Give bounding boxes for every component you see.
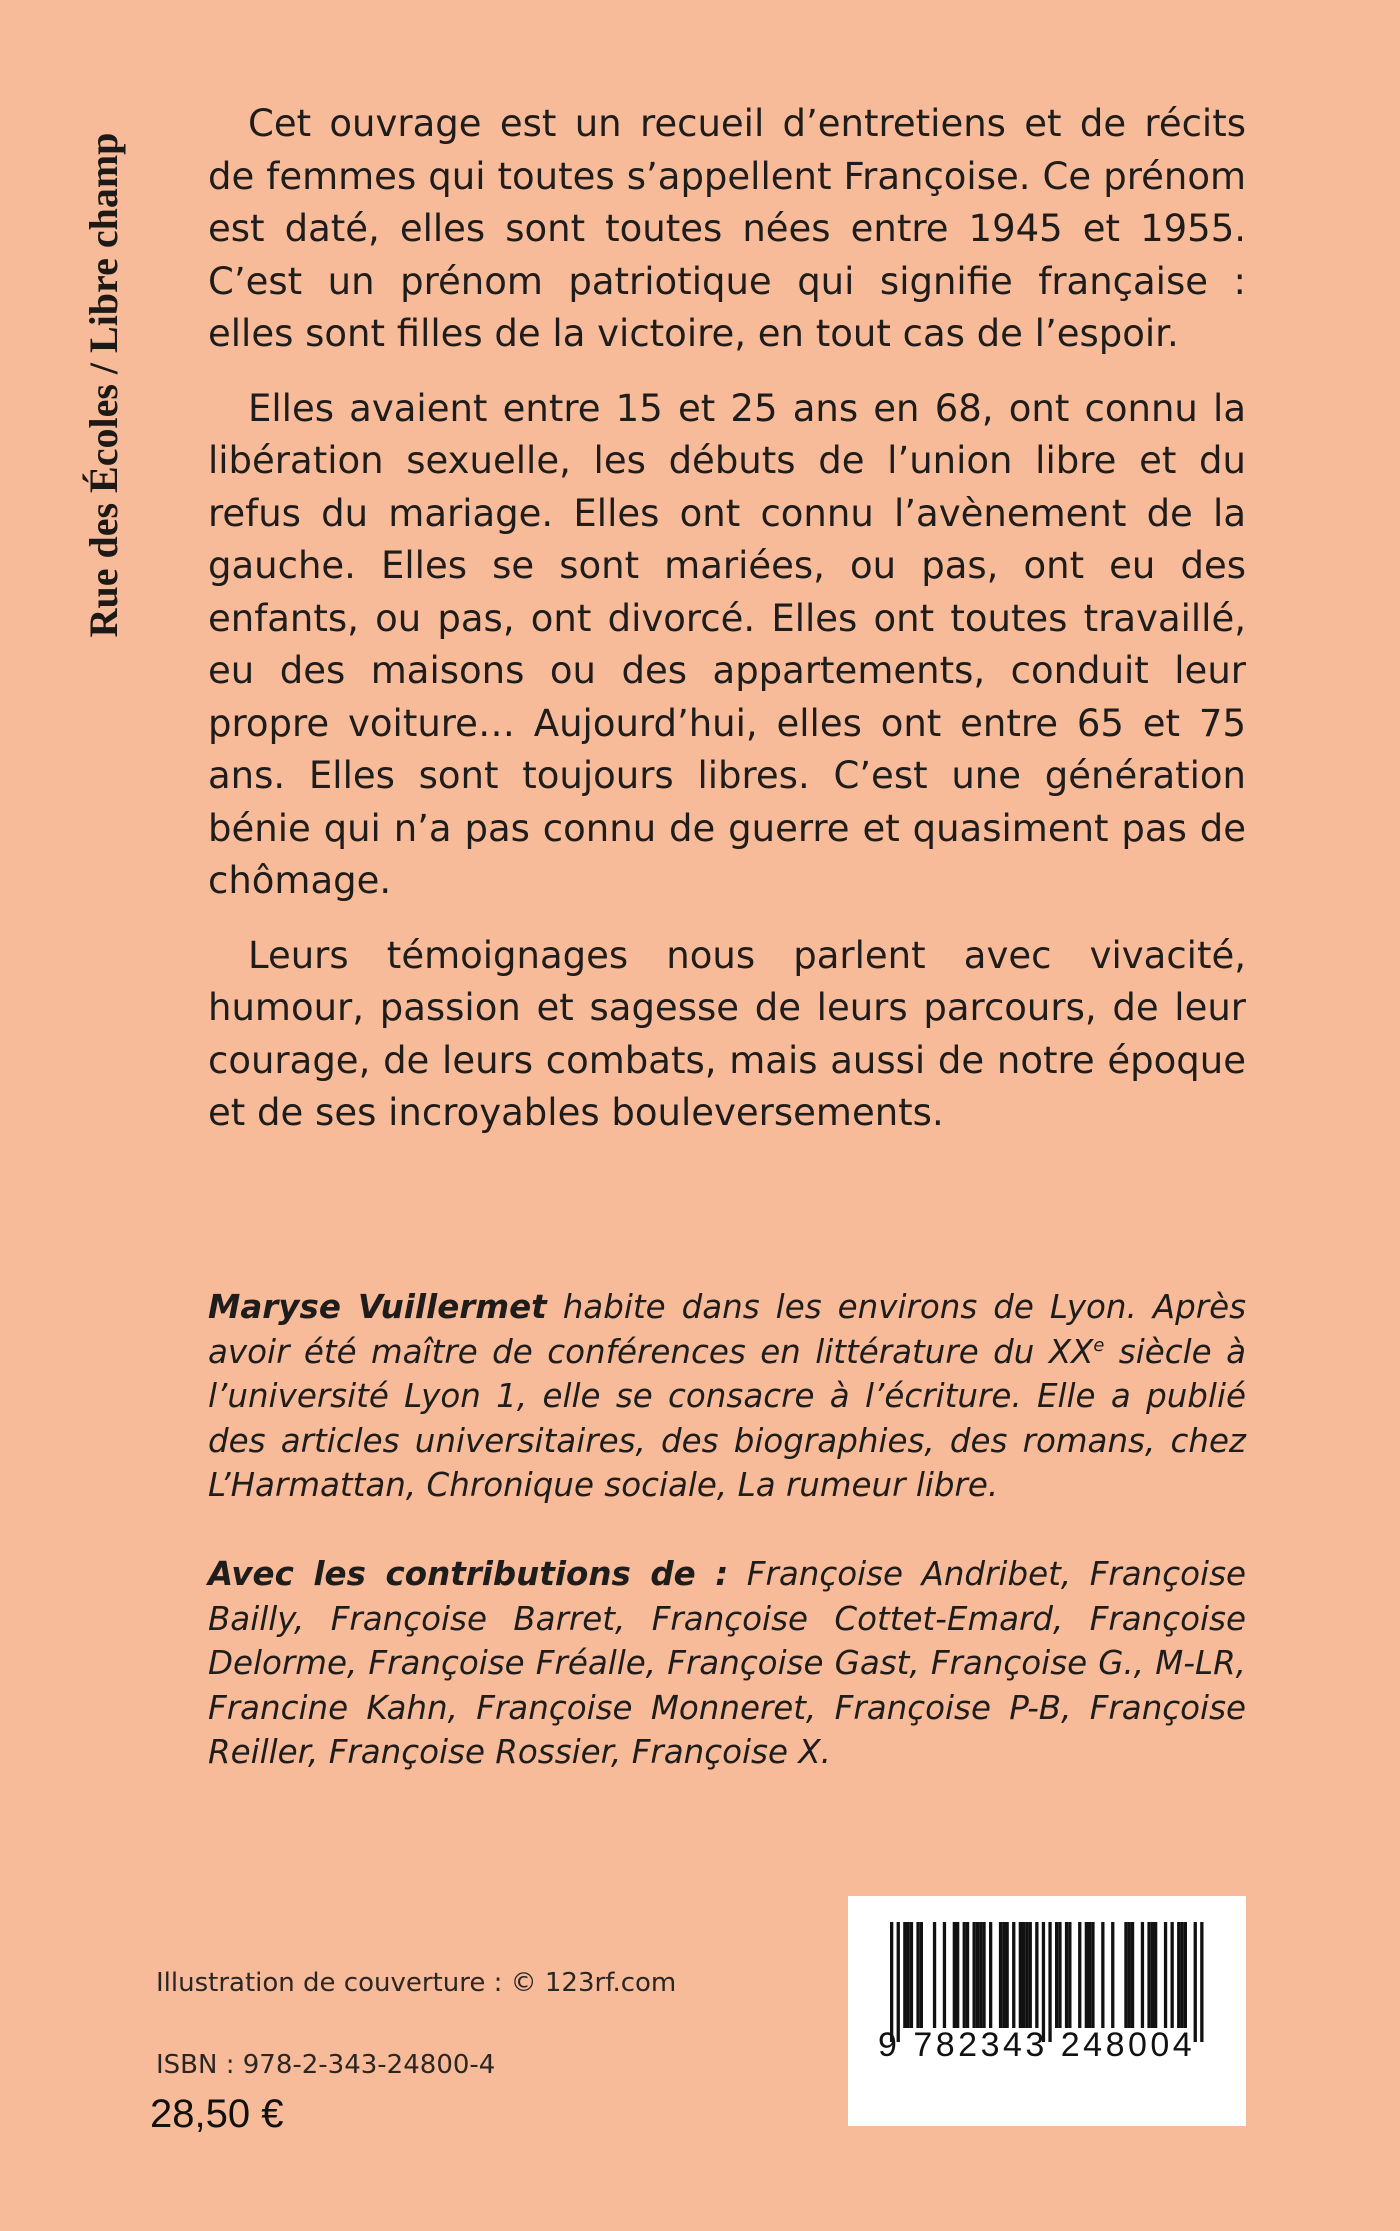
barcode-bar-19 [1002, 1922, 1005, 2028]
contributions-names: Françoise Andribet, Françoise Bailly, Françoise Barret, Françoise Cottet-Emard, Françoise Delorme, Françoise Fréalle, Françoise Gast, Françoise G., M-LR, Francine Kahn, Françoise Monneret, Françoise P-B, Françoise Reiller, Françoise Rossier, Françoise X. [208, 1555, 1246, 1771]
barcode-bar-21 [1012, 1922, 1015, 2028]
barcode-bar-51 [1194, 1922, 1197, 2042]
barcode-bar-34 [1085, 1922, 1088, 2028]
barcode-bar-24 [1025, 1922, 1028, 2028]
barcode-bar-48 [1177, 1922, 1180, 2028]
barcode-bar-37 [1101, 1922, 1104, 2028]
bio-text-part-1: habite dans les environs de Lyon. Après avoir été maître de conférences en littérature du XX [208, 1288, 1247, 1371]
barcode-bar-13 [973, 1922, 976, 2028]
barcode-bar-33 [1078, 1922, 1081, 2028]
barcode-bars [848, 1896, 1246, 2126]
barcode-bar-11 [963, 1922, 966, 2028]
barcode-bar-20 [1006, 1922, 1009, 2028]
barcode-bar-43 [1147, 1922, 1150, 2028]
summary-paragraph-2: Elles avaient entre 15 et 25 ans en 68, ont connu la libération sexuelle, les débuts de l’union libre et du refus du mariage. Elles ont connu l’avènement de la gauche. Elles se sont mariées, ou pas, ont eu des enfants, ou pas, ont divorcé. Elles ont toutes travaillé, eu des maisons ou des appartements, conduit leur propre voiture… Aujourd’hui, elles ont entre 65 et 75 ans. Elles sont toujours libres. C’est une génération bénie qui n’a pas connu de guerre et quasiment pas de chômage. [208, 386, 1246, 902]
barcode-bar-30 [1058, 1922, 1061, 2028]
barcode-bar-25 [1029, 1922, 1032, 2028]
barcode-bar-49 [1180, 1922, 1183, 2028]
author-bio-paragraph [208, 1285, 1246, 1508]
barcode-bar-45 [1154, 1922, 1157, 2028]
summary-paragraph-1: Cet ouvrage est un recueil d’entretiens et de récits de femmes qui toutes s’appellent Françoise. Ce prénom est daté, elles sont toutes nées entre 1945 et 1955. C’est un prénom patriotique qui signifie française : elles sont filles de la victoire, en tout cas de l’espoir. [208, 102, 1246, 355]
barcode-bar-35 [1088, 1922, 1091, 2028]
century-superscript: e [1093, 1334, 1105, 1356]
barcode-bar-17 [989, 1922, 992, 2028]
barcode-bar-50 [1184, 1922, 1187, 2028]
barcode-bar-7 [933, 1922, 936, 2028]
spine-title: Rue des Écoles / Libre champ [81, 132, 126, 638]
barcode-bar-52 [1200, 1922, 1203, 2042]
contributions-paragraph [208, 1552, 1246, 1775]
barcode-bar-42 [1141, 1922, 1144, 2028]
isbn: ISBN : 978-2-343-24800-4 [156, 2050, 496, 2080]
barcode-bar-46 [1164, 1922, 1167, 2028]
contributions-label: Avec les contributions de : [208, 1555, 729, 1593]
barcode-bar-39 [1124, 1922, 1127, 2028]
barcode-bar-41 [1131, 1922, 1134, 2028]
barcode-bar-6 [920, 1922, 923, 2028]
barcode-bar-29 [1055, 1922, 1058, 2028]
barcode-bar-9 [953, 1922, 956, 2028]
contributions [208, 1552, 1246, 1775]
barcode-bar-8 [943, 1922, 946, 2028]
barcode-bar-2 [903, 1922, 906, 2028]
barcode-bar-32 [1068, 1922, 1071, 2028]
barcode-bar-27 [1042, 1922, 1045, 2042]
barcode-bar-3 [907, 1922, 910, 2028]
barcode [848, 1896, 1246, 2126]
barcode-bar-38 [1111, 1922, 1114, 2028]
barcode-bar-14 [976, 1922, 979, 2028]
barcode-bar-0 [890, 1922, 893, 2042]
barcode-bar-40 [1128, 1922, 1131, 2028]
barcode-bar-15 [979, 1922, 982, 2028]
barcode-bar-23 [1022, 1922, 1025, 2028]
barcode-bar-4 [910, 1922, 913, 2028]
bio-text-part-2: siècle à l’université Lyon 1, elle se consacre à l’écriture. Elle a publié des articles universitaires, des biographies, des romans, chez L’Harmattan, Chronique sociale, La rumeur libre. [208, 1332, 1246, 1504]
barcode-bar-26 [1035, 1922, 1038, 2028]
cover-illustration-credit: Illustration de couverture : © 123rf.com [156, 1968, 677, 1998]
barcode-bar-1 [897, 1922, 900, 2042]
barcode-bar-5 [916, 1922, 919, 2028]
barcode-bar-47 [1171, 1922, 1174, 2028]
barcode-bar-12 [966, 1922, 969, 2028]
summary-text [208, 98, 1246, 1162]
author-name: Maryse Vuillermet [208, 1288, 547, 1326]
barcode-bar-18 [999, 1922, 1002, 2028]
barcode-bar-28 [1048, 1922, 1051, 2042]
author-bio [208, 1285, 1246, 1508]
summary-paragraph-3: Leurs témoignages nous parlent avec vivacité, humour, passion et sagesse de leurs parcours, de leur courage, de leurs combats, mais aussi de notre époque et de ses incroyables bouleversements. [208, 933, 1246, 1134]
barcode-bar-31 [1065, 1922, 1068, 2028]
barcode-bar-10 [956, 1922, 959, 2028]
barcode-digits: 9 782343 248004 [878, 2026, 1196, 2064]
price: 28,50 € [150, 2092, 284, 2136]
barcode-bar-16 [982, 1922, 985, 2028]
barcode-bar-36 [1091, 1922, 1094, 2028]
barcode-bar-44 [1151, 1922, 1154, 2028]
barcode-bar-22 [1019, 1922, 1022, 2028]
